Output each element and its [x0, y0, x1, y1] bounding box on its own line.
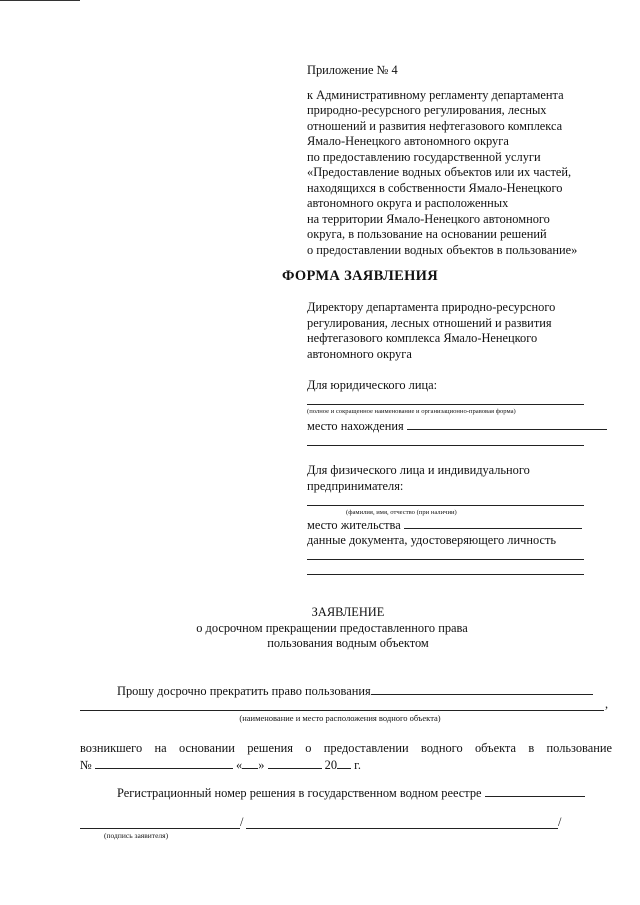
legal-location-extra-field[interactable] [307, 445, 584, 446]
annex-line: природно-ресурсного регулирования, лесных [307, 103, 547, 117]
signature-hint: (подпись заявителя) [104, 831, 169, 840]
number-sign: № [80, 758, 92, 772]
application-title-block [0, 605, 640, 652]
year-suffix: г. [354, 758, 361, 772]
annex-line: «Предоставление водных объектов или их частей, [307, 165, 572, 179]
individual-name-hint: (фамилия, имя, отчество (при наличии) [346, 509, 457, 516]
quote-close: » [258, 758, 265, 772]
registration-number-field[interactable] [485, 785, 585, 797]
annex-line: автономного округа и расположенных [307, 196, 509, 210]
signature-slash-1: / [240, 815, 244, 829]
legal-location-label: место нахождения [307, 419, 404, 433]
decision-year-field[interactable] [337, 757, 351, 769]
application-subtitle-1: о досрочном прекращении предоставленного права [196, 620, 468, 635]
decision-number-field[interactable] [95, 757, 233, 769]
residence-row [307, 517, 607, 534]
annex-line: округа, в пользование на основании решений [307, 227, 547, 241]
legal-entity-heading: Для юридического лица: [307, 378, 438, 392]
annex-line: отношений и развития нефтегазового комплекса [307, 118, 563, 133]
annex-line: на территории Ямало-Ненецкого автономного [307, 211, 550, 226]
addressee-block [307, 300, 607, 362]
annex-line: к Административному регламенту департамента [307, 87, 564, 102]
application-subtitle-2: пользования водным объектом [267, 636, 429, 650]
year-prefix: 20 [324, 758, 338, 772]
annex-block [307, 63, 607, 258]
registration-row [117, 785, 585, 802]
decision-day-field[interactable] [242, 757, 258, 769]
signature-field[interactable] [80, 828, 240, 829]
quote-open: « [236, 758, 243, 772]
legal-location-row [307, 418, 607, 435]
signature-slash-2: / [558, 815, 562, 829]
water-object-field[interactable] [371, 683, 593, 695]
basis-text: возникшего на основании решения о предоставлении водного объекта в пользование [80, 741, 612, 755]
id-document-label: данные документа, удостоверяющего личность [307, 533, 557, 547]
annex-title: Приложение № 4 [307, 63, 398, 77]
legal-location-field[interactable] [407, 418, 607, 430]
application-title: ЗАЯВЛЕНИЕ [311, 605, 385, 619]
annex-line: находящихся в собственности Ямало-Ненецкого [307, 180, 563, 195]
decision-row [80, 757, 361, 774]
addressee-line: регулирования, лесных отношений и развития [307, 315, 552, 330]
annex-line: Ямало-Ненецкого автономного округа [307, 134, 509, 148]
signature-name-field[interactable] [246, 828, 558, 829]
top-corner-rule [0, 0, 80, 1]
addressee-line: автономного округа [307, 346, 412, 361]
residence-field[interactable] [404, 517, 582, 529]
water-object-extra-field[interactable] [80, 710, 604, 711]
request-text: Прошу досрочно прекратить право пользования [117, 684, 371, 698]
trailing-comma: , [605, 697, 609, 711]
id-document-field-1[interactable] [307, 559, 584, 560]
addressee-line: Директору департамента природно-ресурсного [307, 300, 556, 314]
id-document-field-2[interactable] [307, 574, 584, 575]
decision-month-field[interactable] [268, 757, 322, 769]
addressee-line: нефтегазового комплекса Ямало-Ненецкого [307, 331, 538, 345]
annex-line: о предоставлении водных объектов в пользование» [307, 242, 578, 257]
registration-text: Регистрационный номер решения в государственном водном реестре [117, 786, 482, 800]
residence-label: место жительства [307, 518, 401, 532]
request-row [117, 683, 593, 700]
legal-name-field[interactable] [307, 404, 584, 405]
water-object-hint: (наименование и место расположения водного объекта) [239, 713, 441, 723]
form-title: ФОРМА ЗАЯВЛЕНИЯ [282, 268, 438, 284]
individual-heading: Для физического лица и индивидуального предпринимателя: [307, 463, 530, 493]
individual-name-field[interactable] [307, 505, 584, 506]
legal-name-hint: (полное и сокращенное наименование и организационно-правовая форма) [307, 408, 516, 415]
annex-line: по предоставлению государственной услуги [307, 149, 541, 164]
